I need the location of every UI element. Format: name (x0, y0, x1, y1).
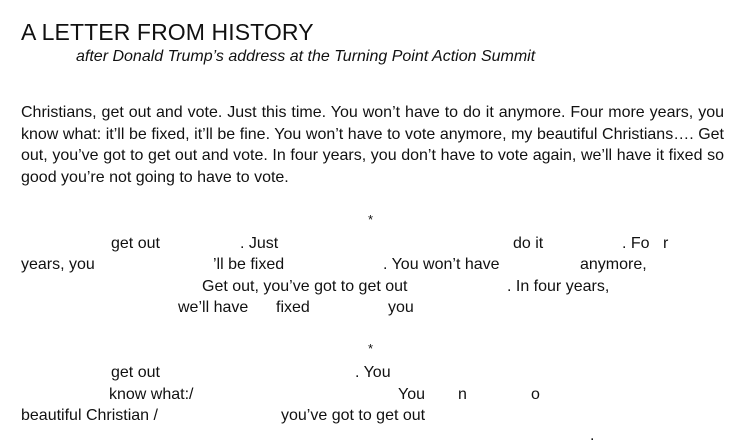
source-paragraph: Christians, get out and vote. Just this time. You won’t have to do it anymore. Four more years, you know what: it’ll be fixed, it’ll be fine. You won’t have to vote anymore, my beautiful Christians…. Get out, you’ve got to get out and vote. In four years, you don’t have to vote again, we’ll have it fixed so good you’re not going to have to vote. (21, 104, 724, 186)
erasure-fragment: fixed (276, 299, 310, 316)
erasure-fragment: . You won’t have (383, 256, 500, 273)
poem-title: A LETTER FROM HISTORY (21, 19, 314, 45)
poem-subtitle: after Donald Trump’s address at the Turning Point Action Summit (76, 48, 536, 65)
erasure-fragment: know what:/ (109, 386, 194, 403)
erasure-fragment: n (458, 386, 467, 403)
section-separator: * (368, 341, 374, 356)
trailing-mark: . (590, 427, 595, 444)
erasure-fragment: you (388, 299, 414, 316)
erasure-fragment: beautiful Christian / (21, 407, 158, 424)
erasure-fragment: get out (111, 364, 160, 381)
section-separator: * (368, 212, 374, 227)
erasure-fragment: . Fo (622, 235, 650, 252)
erasure-fragment: do it (513, 235, 544, 252)
erasure-fragment: ’ll be fixed (213, 256, 285, 273)
erasure-fragment: r (663, 235, 669, 252)
erasure-fragment: get out (111, 235, 160, 252)
erasure-fragment: Get out, you’ve got to get out (202, 278, 408, 295)
erasure-fragment: . You (355, 364, 391, 381)
erasure-fragment: years, you (21, 256, 95, 273)
erasure-fragment: You (398, 386, 425, 403)
erasure-fragment: we’ll have (178, 299, 249, 316)
erasure-fragment: . Just (240, 235, 279, 252)
erasure-fragment: you’ve got to get out (281, 407, 426, 424)
erasure-fragment: . In four years, (507, 278, 610, 295)
erasure-fragment: o (531, 386, 540, 403)
erasure-fragment: anymore, (580, 256, 647, 273)
